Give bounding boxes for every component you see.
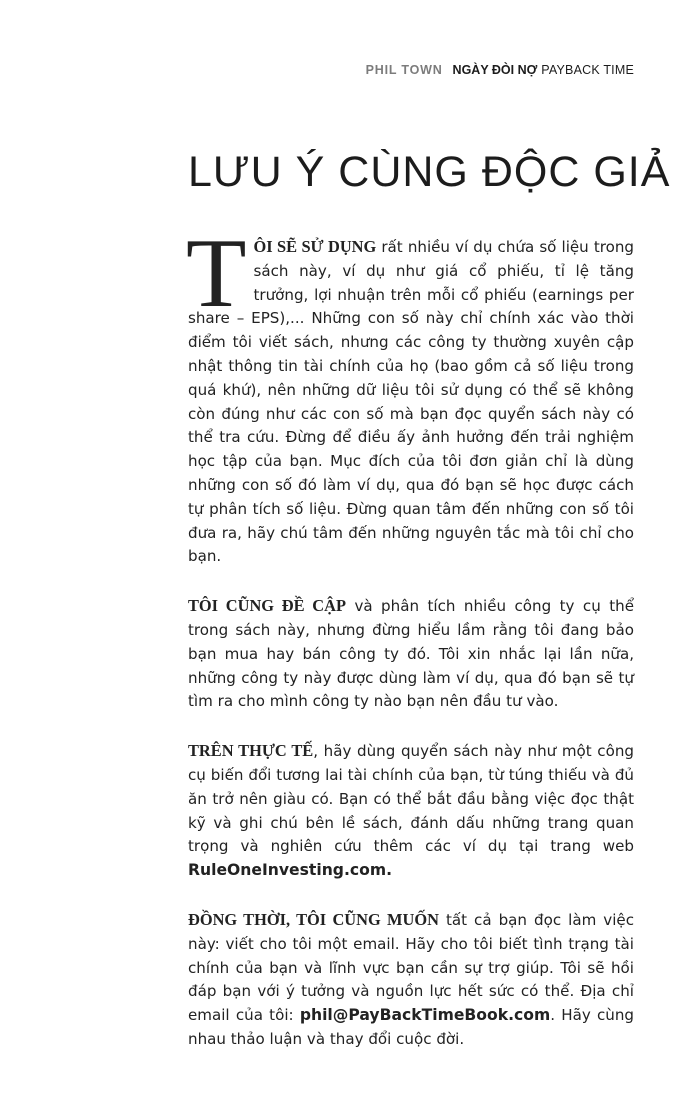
- email-link[interactable]: phil@PayBackTimeBook.com: [299, 1006, 551, 1025]
- drop-cap: T: [186, 219, 247, 328]
- header-title-en: PAYBACK TIME: [541, 63, 634, 77]
- paragraph-data-disclaimer: [186, 219, 635, 569]
- paragraph-text: rất nhiều ví dụ chứa số liệu trong sách này, ví dụ như giá cổ phiếu, tỉ lệ tăng trưởng, lợi nhuận trên mỗi cổ phiếu (earnings per share – EPS),... Những con số này chỉ chính xác vào thời điểm tôi viết sách, nhưng các công ty thường xuyên cập nhật thông tin tài chính của họ (bao gồm cả số liệu trong quá khứ), nên những dữ liệu tôi sử dụng có thể sẽ không còn đúng như các con số mà bạn đọc quyển sách này có thể tra cứu. Đừng để điều ấy ảnh hưởng đến trải nghiệm học tập của bạn. Mục đích của tôi đơn giản chỉ là dùng những con số đó làm ví dụ, qua đó bạn sẽ học được cách tự phân tích số liệu. Đừng quan tâm đến những con số tôi đưa ra, hãy chú tâm đến những nguyên tắc mà tôi chỉ cho bạn.: [188, 238, 635, 566]
- paragraph-lead: TRÊN THỰC TẾ: [188, 741, 314, 761]
- paragraph-tool-usage: [188, 739, 634, 883]
- paragraph-text: và phân tích nhiều công ty cụ thể trong sách này, nhưng đừng hiểu lầm rằng tôi đang bảo bạn mua hay bán công ty đó. Tôi xin nhắc lại lần nữa, những công ty này được dùng làm ví dụ, qua đó bạn sẽ tự tìm ra cho mình công ty nào bạn nên đầu tư vào.: [188, 597, 634, 711]
- paragraph-contact: [188, 908, 634, 1052]
- paragraph-text-after: . Hãy cùng nhau thảo luận và thay đổi cuộc đời.: [188, 1006, 634, 1048]
- paragraph-company-disclaimer: [188, 594, 634, 714]
- paragraph-lead: TÔI CŨNG ĐỀ CẬP: [188, 596, 346, 616]
- paragraph-lead: ÔI SẼ SỬ DỤNG: [253, 237, 377, 256]
- website-link[interactable]: RuleOneInvesting.com.: [188, 861, 393, 880]
- header-title-vn: NGÀY ĐÒI NỢ: [452, 63, 538, 77]
- running-header: [366, 63, 634, 77]
- page-title: LƯU Ý CÙNG ĐỘC GIẢ: [188, 148, 671, 196]
- paragraph-text: , hãy dùng quyển sách này như một công cụ biến đổi tương lai tài chính của bạn, từ túng thiếu và đủ ăn trở nên giàu có. Bạn có thể bắt đầu bằng việc đọc thật kỹ và ghi chú bên lề sách, đánh dấu những trang quan trọng và nghiên cứu thêm các ví dụ tại trang web: [188, 742, 634, 856]
- paragraph-lead: ĐỒNG THỜI, TÔI CŨNG MUỐN: [188, 909, 439, 929]
- paragraph-text: tất cả bạn đọc làm việc này: viết cho tôi một email. Hãy cho tôi biết tình trạng tài chính của bạn và lĩnh vực bạn cần sự trợ giúp. Tôi sẽ hồi đáp bạn với ý tưởng và nguồn lực hết sức có thể. Địa chỉ email của tôi:: [188, 910, 634, 1025]
- body-text: [186, 219, 635, 1077]
- header-author: PHIL TOWN: [365, 63, 443, 77]
